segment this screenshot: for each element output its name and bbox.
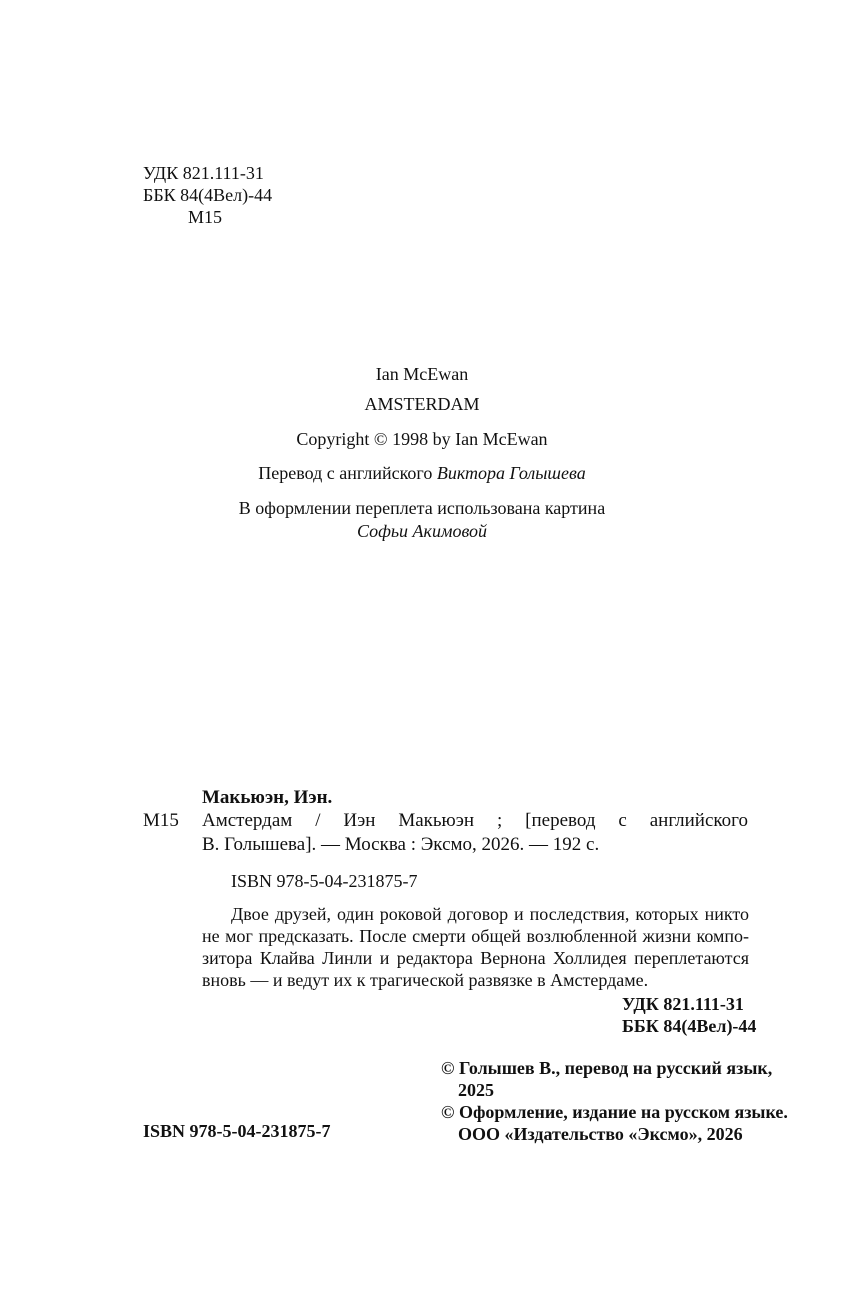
catalog-line-1: Амстердам / Иэн Макьюэн ; [перевод с английского — [202, 810, 748, 831]
catalog-udk: УДК 821.111-31 — [622, 994, 744, 1014]
translation-prefix: Перевод с английского — [258, 463, 433, 483]
udk-code: УДК 821.111-31 — [143, 163, 264, 183]
copyright-line: Copyright © 1998 by Ian McEwan — [296, 429, 548, 449]
copyright-translation: © Голышев В., перевод на русский язык, — [441, 1058, 773, 1078]
abstract-line-3: зитора Клайва Линли и редактора Вернона Холлидея переплетаются — [202, 948, 749, 968]
original-author: Ian McEwan — [375, 364, 469, 384]
abstract-line-1: Двое друзей, один роковой договор и последствия, которых никто — [231, 904, 749, 924]
catalog-heading: Макьюэн, Иэн. — [202, 787, 333, 808]
catalog-bbk: ББК 84(4Вел)-44 — [622, 1016, 757, 1036]
abstract-line-2: не мог предсказать. После смерти общей возлюбленной жизни компо- — [202, 926, 749, 946]
author-mark: М15 — [188, 207, 223, 227]
translation-line — [0, 462, 844, 484]
translator-name: Виктора Голышева — [436, 463, 586, 483]
catalog-line-2: В. Голышева]. — Москва : Эксмо, 2026. — 192 с. — [202, 834, 600, 855]
publisher-line: ООО «Издательство «Эксмо», 2026 — [458, 1124, 743, 1144]
copyright-design: © Оформление, издание на русском языке. — [441, 1102, 788, 1122]
cover-artist: Софьи Акимовой — [356, 521, 488, 541]
bbk-code: ББК 84(4Вел)-44 — [143, 185, 273, 205]
cover-note: В оформлении переплета использована картина — [238, 498, 606, 518]
catalog-mark: М15 — [143, 810, 179, 831]
catalog-isbn: ISBN 978-5-04-231875-7 — [231, 871, 418, 891]
original-title: AMSTERDAM — [364, 394, 480, 414]
copyright-translation-year: 2025 — [458, 1080, 494, 1100]
abstract-line-4: вновь — и ведут их к трагической развязке в Амстердаме. — [202, 970, 649, 990]
footer-isbn: ISBN 978-5-04-231875-7 — [143, 1121, 331, 1141]
